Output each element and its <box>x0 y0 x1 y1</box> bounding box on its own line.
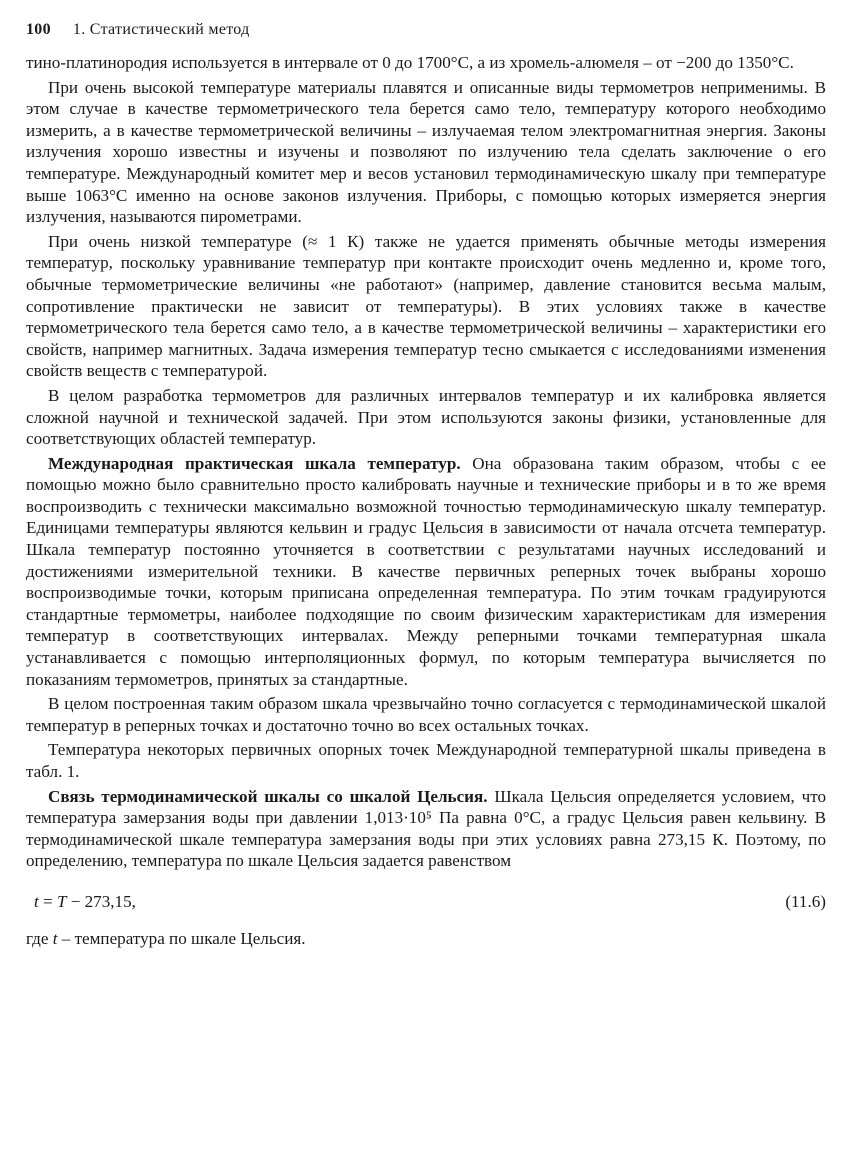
paragraph-pyrometers <box>26 77 826 228</box>
paragraph-celsius-relation <box>26 786 826 872</box>
explanation-variable: t <box>52 928 58 948</box>
paragraph-international-scale <box>26 453 826 691</box>
run-in-heading: Международная практическая шкала температур. <box>48 453 461 473</box>
paragraph-text: Она образована таким образом, чтобы с ее помощью можно было сравнительно просто калибровать научные и технические приборы и в то же время воспроизводить с технически максимально возможной точностью термодинамическую шкалу температур. Единицами температуры являются кельвин и градус Цельсия в зависимости от начала отсчета температур. Шкала температур постоянно уточняется в соответствии с результатами научных исследований и достижениями измерительной техники. В качестве первичных реперных точек выбраны хорошо воспроизводимые точки, которым приписана определенная температура. По этим точкам градуируются стандартные термометры, наиболее подходящие по своим физическим характеристикам для измерения температур в соответствующих интервалах. Между реперными точками температурная шкала устанавливается с помощью интерполяционных формул, по которым температура вычисляется по показаниям термометров, принятых за стандартные. <box>26 453 826 689</box>
paragraph-table-reference <box>26 739 826 782</box>
paragraph-text: В целом построенная таким образом шкала чрезвычайно точно согласуется с термодинамической шкалой температур в реперных точках и достаточно точно во всех остальных точках. <box>26 694 826 735</box>
equation-rhs-variable: T <box>56 891 67 911</box>
run-in-heading: Связь термодинамической шкалы со шкалой Цельсия. <box>48 786 488 806</box>
formula-explanation <box>26 928 826 950</box>
explanation-rest: – температура по шкале Цельсия. <box>57 928 306 948</box>
page-number: 100 <box>26 21 51 38</box>
body-text <box>26 52 826 872</box>
paragraph-text: Температура некоторых первичных опорных точек Международной температурной шкалы приведена в табл. 1. <box>26 740 826 781</box>
equation-expression <box>34 890 136 914</box>
paragraph-text: тино-платинородия используется в интервале от 0 до 1700°С, а из хромель-алюмеля – от −200 до 1350°С. <box>26 53 794 72</box>
equation-rhs-rest: − 273,15, <box>66 891 136 911</box>
explanation-start: где <box>26 928 53 948</box>
running-head <box>26 18 826 42</box>
equation-lhs: t <box>34 891 39 911</box>
paragraph-text: При очень высокой температуре материалы плавятся и описанные виды термометров неприменимы. В этом случае в качестве термометрического тела берется само тело, температуру которого необходимо измерить, а в качестве термометрической величины – излучаемая телом электромагнитная энергия. Законы излучения хорошо известны и изучены и позволяют по излучению тела сделать заключение о его температуре. Международный комитет мер и весов установил термодинамическую шкалу при температуре выше 1063°С именно на основе законов излучения. Приборы, с помощью которых измеряется энергия излучения, называются пирометрами. <box>26 77 826 227</box>
paragraph-agreement <box>26 693 826 736</box>
paragraph-low-temperature <box>26 231 826 382</box>
paragraph-text: Шкала Цельсия определяется условием, что температура замерзания воды при давлении 1,013·10⁵ Па равна 0°С, а градус Цельсия равен кельвину. В термодинамической шкале температура замерзания воды при этих условиях равна 273,15 К. Поэтому, по определению, температура по шкале Цельсия задается равенством <box>26 786 827 871</box>
paragraph-calibration <box>26 385 826 450</box>
equation-equals: = <box>38 891 57 911</box>
equation-11-6 <box>26 890 826 914</box>
paragraph-continuation <box>26 52 826 74</box>
book-page <box>26 18 826 950</box>
paragraph-text: В целом разработка термометров для различных интервалов температур и их калибровка является сложной научной и технической задачей. При этом используются законы физики, установленные для соответствующих областей температур. <box>26 385 826 449</box>
chapter-title: 1. Статистический метод <box>72 21 250 38</box>
paragraph-text: При очень низкой температуре (≈ 1 К) также не удается применять обычные методы измерения температур, поскольку уравнивание температур при контакте происходит очень медленно и, кроме того, обычные термометрические величины «не работают» (например, давление становится весьма малым, сопротивление практически не зависит от температуры). В этих условиях также в качестве термометрического тела берется само тело, а в качестве термометрической величины – характеристики его свойств, например магнитных. Задача измерения температур тесно смыкается с исследованиями изменения свойств веществ с температурой. <box>26 231 826 381</box>
equation-number: (11.6) <box>785 891 826 911</box>
